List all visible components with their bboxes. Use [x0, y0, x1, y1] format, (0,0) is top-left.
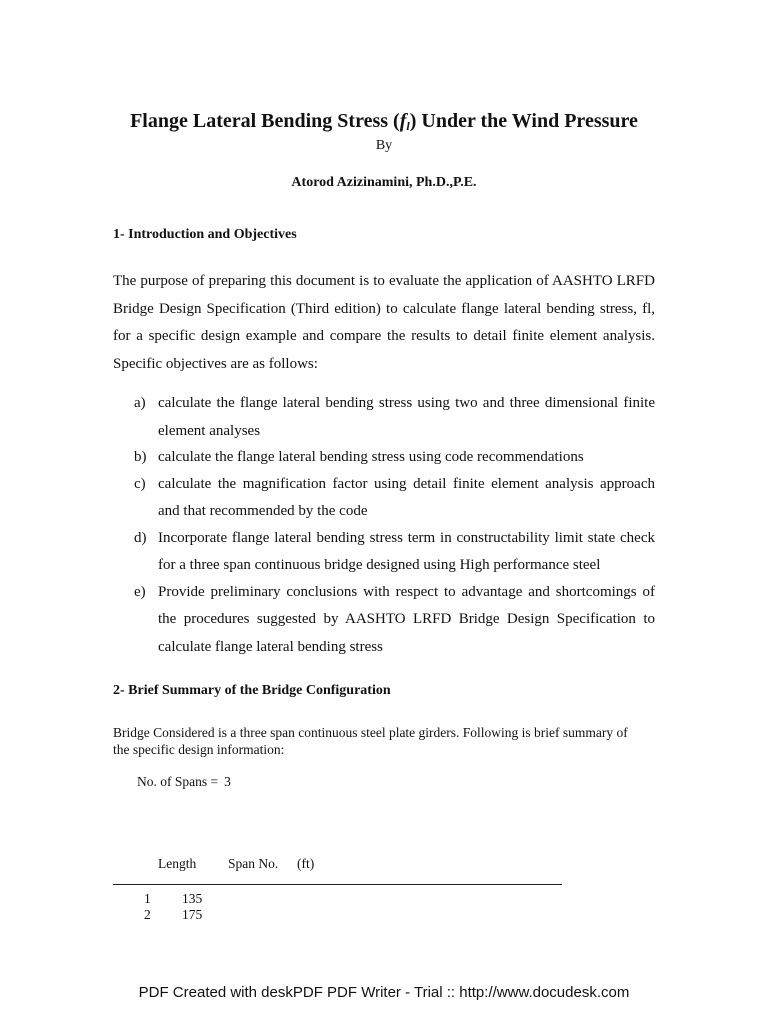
table-cell-span-number: 2: [144, 907, 151, 922]
title-variable-subscript: l: [406, 119, 410, 133]
introduction-paragraph: The purpose of preparing this document is to evaluate the application of AASHTO LRFD Bridge Design Specification (Third edition) to calculate flange lateral bending stress, fl, for a specific design example and compare the results to detail finite element analysis. Specific objectives are as follows:: [113, 273, 655, 372]
author-name: Atorod Azizinamini, Ph.D.,P.E.: [291, 175, 477, 190]
objective-text: Incorporate flange lateral bending stress term in constructability limit state check for a three span continuous bridge designed using High performance steel: [158, 529, 655, 573]
objective-item: [113, 579, 655, 662]
objective-marker: a): [134, 395, 146, 411]
objective-marker: d): [134, 529, 147, 546]
table-header-unit: (ft): [297, 856, 315, 871]
section-heading-introduction: 1- Introduction and Objectives: [113, 227, 297, 242]
objective-item: [113, 390, 655, 445]
table-divider: [113, 884, 562, 885]
number-of-spans: [137, 773, 231, 791]
section-heading-bridge-configuration: 2- Brief Summary of the Bridge Configuration: [113, 683, 391, 698]
table-cell-length: 135: [182, 891, 203, 906]
byline: By: [375, 138, 393, 153]
spans-value: 3: [224, 774, 231, 789]
objective-text: calculate the flange lateral bending stress using two and three dimensional finite element analyses: [158, 395, 655, 439]
title-text-start: Flange Lateral Bending Stress (: [130, 110, 400, 132]
objective-item: [113, 525, 655, 580]
objective-text: calculate the flange lateral bending stress using code recommendations: [158, 449, 584, 465]
table-cell-span-number: 1: [144, 891, 151, 906]
table-header-length: Length: [158, 856, 197, 871]
spans-label: No. of Spans =: [137, 774, 219, 789]
pdf-watermark-footer: PDF Created with deskPDF PDF Writer - Trial :: http://www.docudesk.com: [138, 984, 630, 1001]
table-header-span-no: Span No.: [228, 856, 279, 871]
title-variable: f: [399, 110, 407, 132]
objective-marker: b): [134, 449, 147, 465]
objective-marker: e): [134, 583, 146, 600]
bridge-summary-paragraph: Bridge Considered is a three span continuous steel plate girders. Following is brief summary of the specific design information:: [113, 725, 628, 757]
objective-text: calculate the magnification factor using detail finite element analysis approach and that recommended by the code: [158, 475, 655, 519]
objective-marker: c): [134, 475, 146, 492]
objective-item: [113, 471, 655, 526]
table-cell-length: 175: [182, 907, 203, 922]
objective-item: [113, 444, 655, 472]
objective-text: Provide preliminary conclusions with respect to advantage and shortcomings of the procedures suggested by AASHTO LRFD Bridge Design Specification to calculate flange lateral bending stress: [158, 583, 655, 655]
document-title: [0, 108, 768, 139]
title-text-end: ) Under the Wind Pressure: [409, 110, 638, 132]
objectives-list: [113, 390, 655, 660]
